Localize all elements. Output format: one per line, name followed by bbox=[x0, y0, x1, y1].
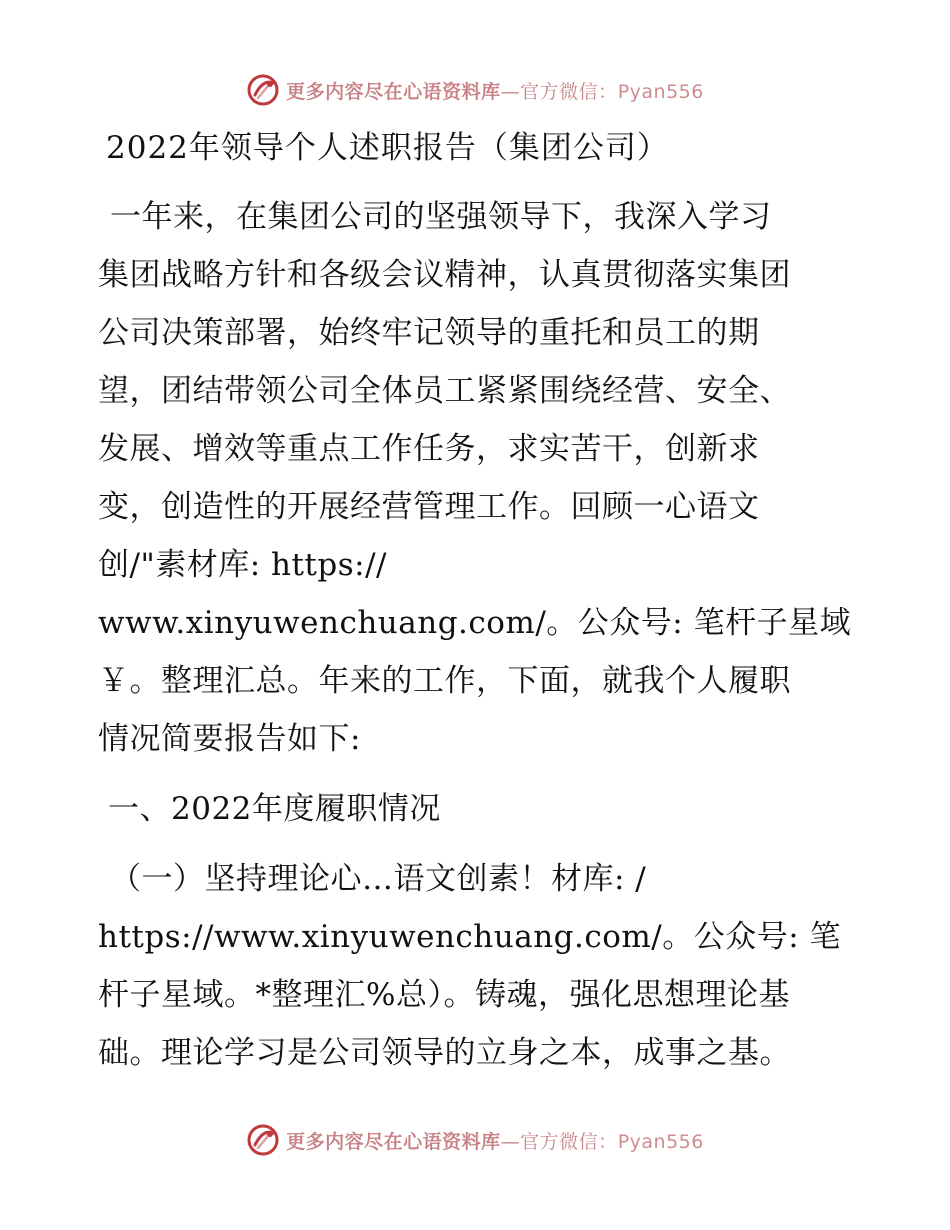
intro-line: 创/"素材库: https:// bbox=[98, 547, 387, 583]
watermark-dash: — bbox=[500, 1130, 521, 1153]
header-watermark bbox=[0, 70, 950, 110]
section-heading: 一、2022年度履职情况 bbox=[108, 791, 441, 827]
intro-line: 望，团结带领公司全体员工紧紧围绕经营、安全、 bbox=[98, 373, 791, 409]
section-line: https://www.xinyuwenchuang.com/。公众号: 笔 bbox=[98, 919, 842, 955]
watermark-account: Pyan556 bbox=[617, 1130, 704, 1153]
watermark-brand: 更多内容尽在心语资料库 bbox=[286, 80, 501, 103]
watermark-brand: 更多内容尽在心语资料库 bbox=[286, 1130, 501, 1153]
section-line: 杆子星域。*整理汇%总）。铸魂，强化思想理论基 bbox=[98, 977, 790, 1013]
footer-watermark bbox=[0, 1120, 950, 1160]
intro-line: 情况简要报告如下: bbox=[98, 721, 361, 757]
brand-logo-icon bbox=[246, 73, 280, 107]
intro-line: 变，创造性的开展经营管理工作。回顾一心语文 bbox=[98, 489, 760, 525]
intro-line: ￥。整理汇总。年来的工作，下面，就我个人履职 bbox=[98, 663, 791, 699]
intro-line: 公司决策部署，始终牢记领导的重托和员工的期 bbox=[98, 315, 760, 351]
intro-line: 一年来，在集团公司的坚强领导下，我深入学习 bbox=[110, 199, 772, 235]
watermark-account: Pyan556 bbox=[617, 80, 704, 103]
watermark-dash: — bbox=[500, 80, 521, 103]
document-body bbox=[98, 120, 858, 1082]
intro-line: www.xinyuwenchuang.com/。公众号: 笔杆子星域 bbox=[98, 605, 852, 641]
watermark-text bbox=[286, 1127, 704, 1154]
section-line: 础。理论学习是公司领导的立身之本，成事之基。 bbox=[98, 1035, 791, 1071]
watermark-suffix: 官方微信： bbox=[520, 1130, 618, 1153]
watermark-text bbox=[286, 77, 704, 104]
section-paragraph bbox=[98, 850, 858, 1082]
section-line: （一）坚持理论心…语文创素！材库: / bbox=[110, 861, 647, 897]
intro-line: 集团战略方针和各级会议精神，认真贯彻落实集团 bbox=[98, 257, 791, 293]
intro-line: 发展、增效等重点工作任务，求实苦干，创新求 bbox=[98, 431, 760, 467]
brand-logo-icon bbox=[246, 1123, 280, 1157]
intro-paragraph bbox=[98, 188, 858, 768]
watermark-suffix: 官方微信： bbox=[520, 80, 618, 103]
document-title: 2022年领导个人述职报告（集团公司） bbox=[106, 130, 669, 166]
